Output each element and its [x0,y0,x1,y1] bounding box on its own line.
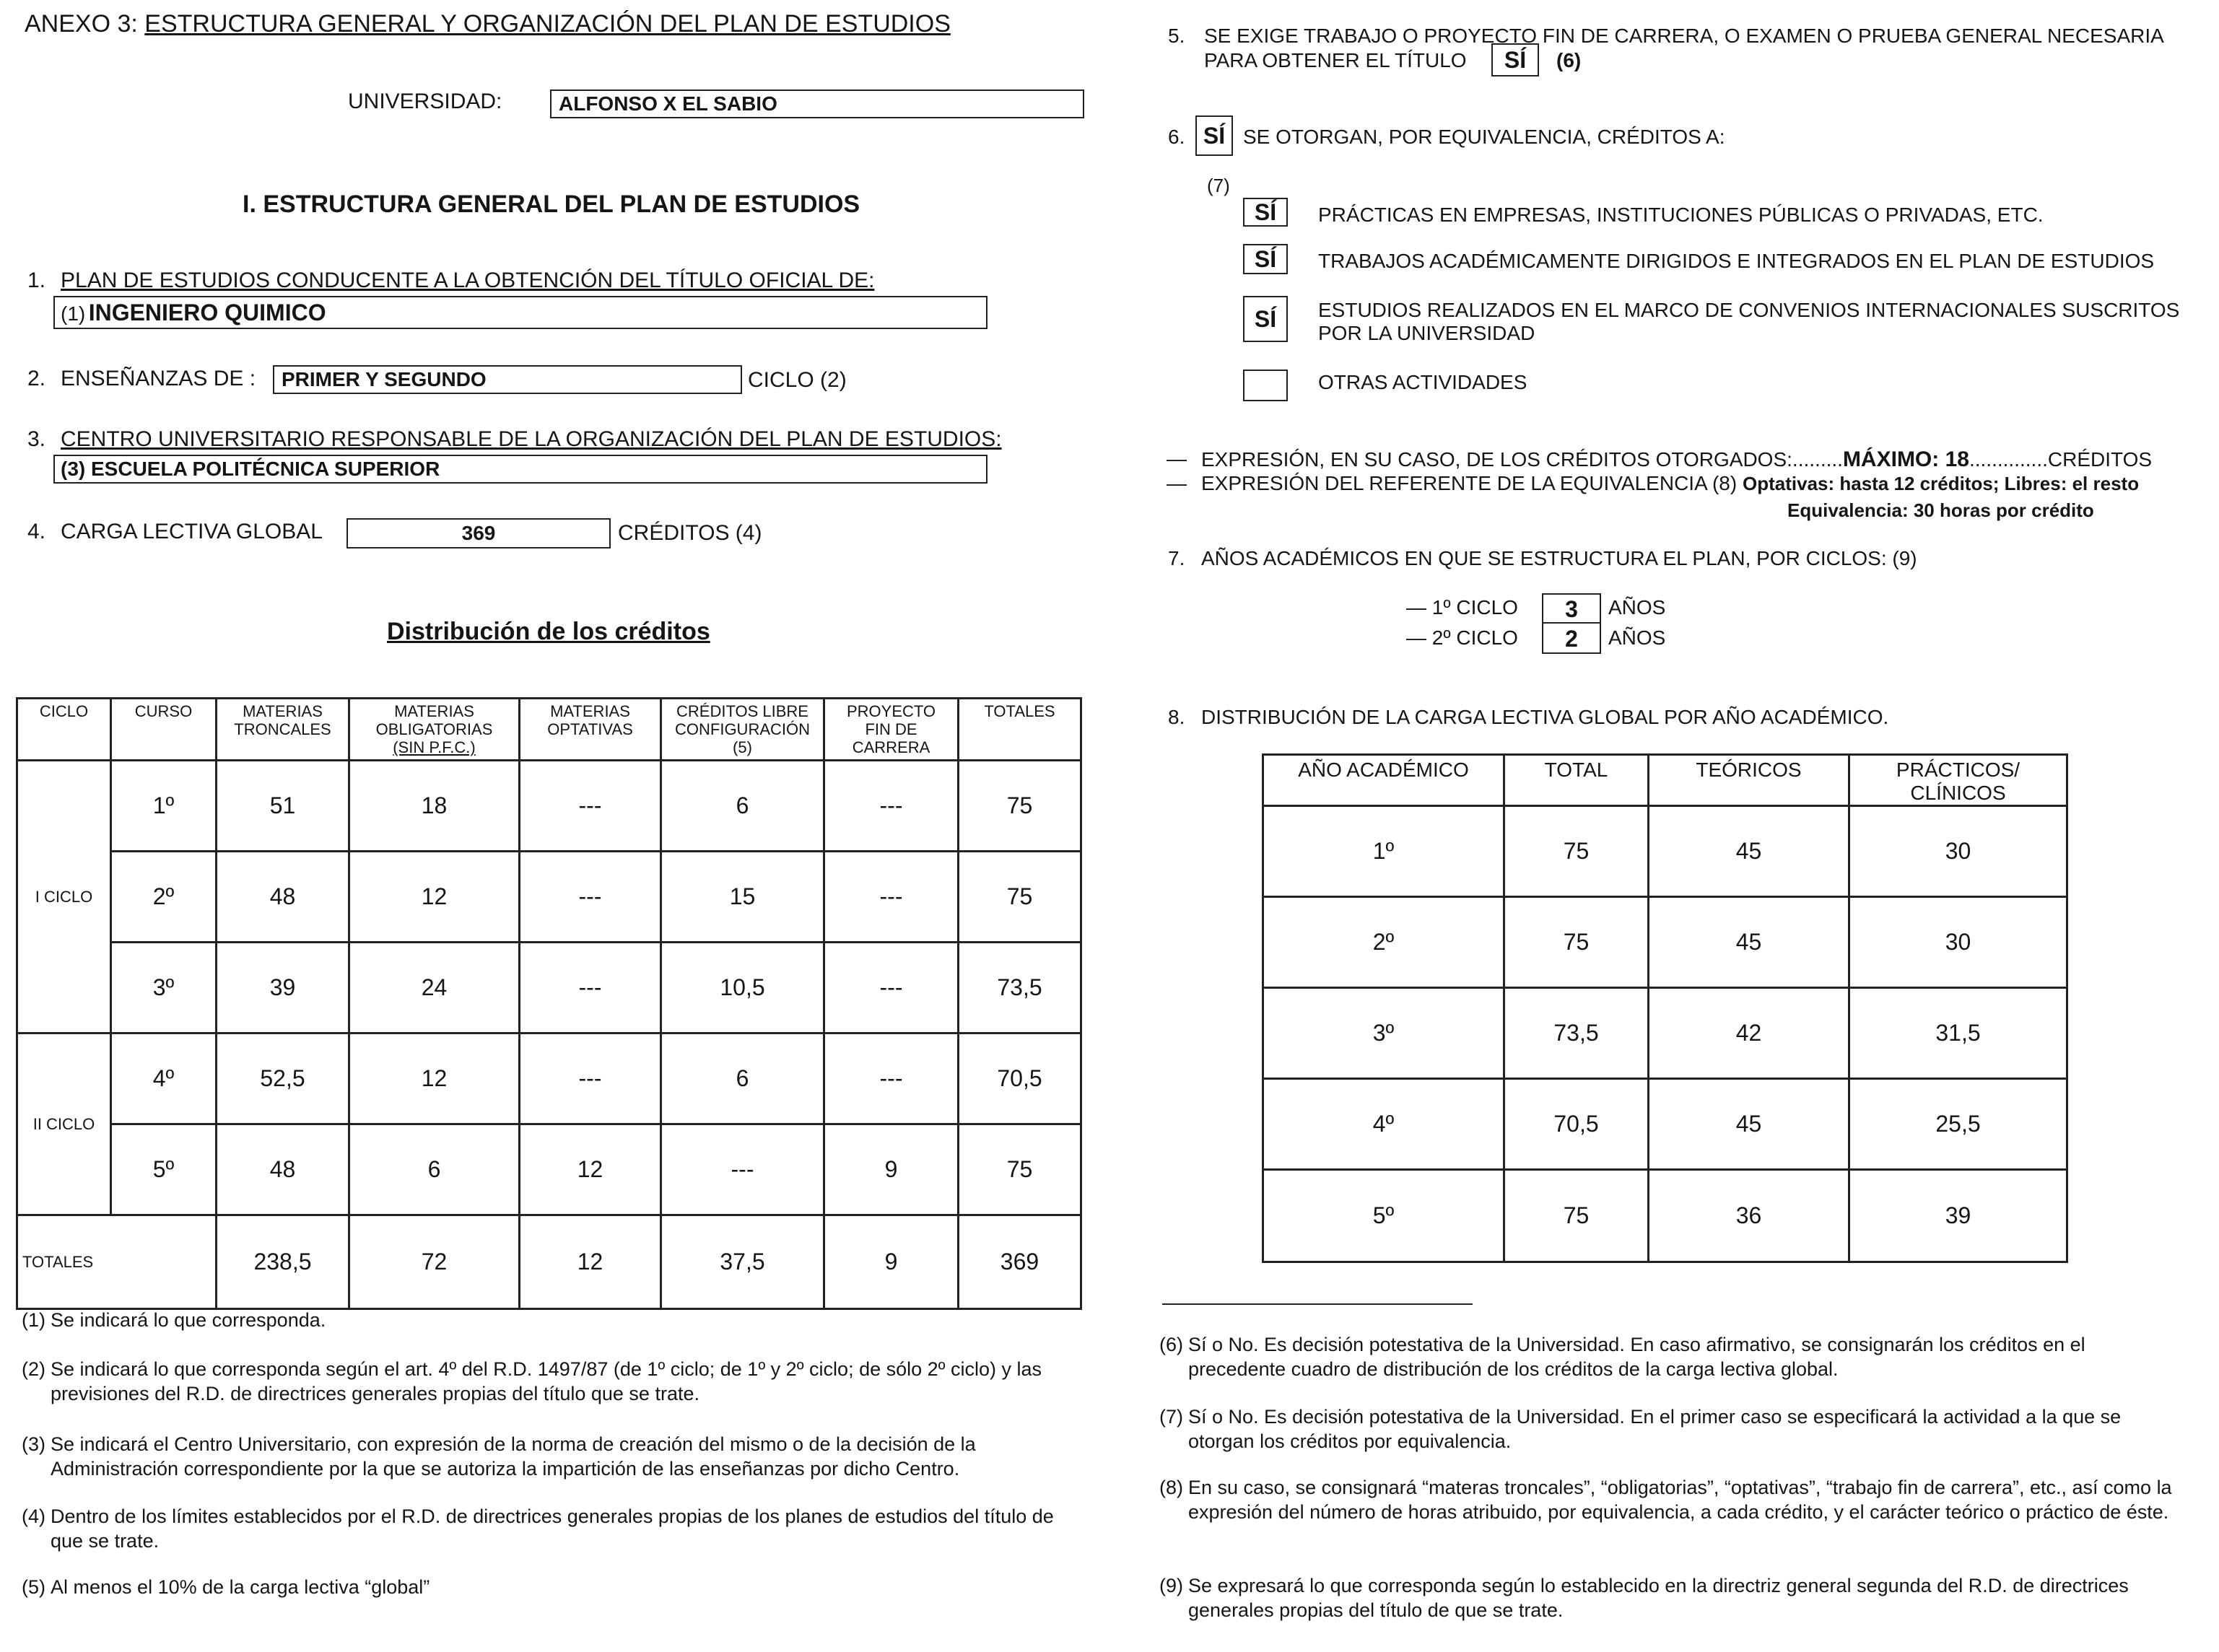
item4-number: 4. [27,520,46,543]
obligatorias-cell: 18 [349,761,520,852]
table-row [17,1033,1081,1124]
table-row [17,1124,1081,1215]
header-proyecto: PROYECTO FIN DE CARRERA [824,699,959,761]
curso-cell: 4º [111,1033,217,1124]
footnote-4: (4) Dentro de los límites establecidos por el R.D. de directrices generales propias de los planes de estudios del título de que se trate. [22,1505,1054,1552]
item2-suffix: CICLO (2) [748,368,847,392]
table-row [1263,988,2067,1079]
item1-number: 1. [27,268,46,292]
expresion-creditos: EXPRESIÓN, EN SU CASO, DE LOS CRÉDITOS OTORGADOS:.........MÁXIMO: 18..............CRÉDITOS [1201,447,2153,471]
practicos-cell: 30 [1849,806,2067,897]
dash-icon: — [1167,472,1187,494]
year-cell: 2º [1263,897,1504,988]
total-cell: 75 [959,1124,1081,1215]
anexo-label: ANEXO 3: [25,10,138,38]
year-cell: 5º [1263,1170,1504,1262]
ciclo2-years-unit: AÑOS [1608,626,1666,649]
obligatorias-cell: 72 [349,1215,520,1309]
troncales-cell: 39 [217,943,349,1033]
option-trabajos-check: SÍ [1243,244,1288,274]
libre-cell: 6 [661,761,824,852]
item5-ref: (6) [1556,49,1582,71]
header-libre: CRÉDITOS LIBRE CONFIGURACIÓN (5) [661,699,824,761]
total-cell: 70,5 [1504,1079,1649,1170]
item6-label: SE OTORGAN, POR EQUIVALENCIA, CRÉDITOS A: [1243,126,1725,148]
total-cell: 75 [1504,897,1649,988]
anexo-heading [25,10,951,38]
teoricos-cell: 45 [1649,806,1849,897]
optativas-cell: --- [520,1033,661,1124]
option-otras-check [1243,370,1288,401]
practicos-cell: 30 [1849,897,2067,988]
total-cell: 75 [1504,1170,1649,1262]
troncales-cell: 51 [217,761,349,852]
curso-cell: 1º [111,761,217,852]
teoricos-cell: 45 [1649,897,1849,988]
optativas-cell: --- [520,761,661,852]
ciclo2-cell: II CICLO [17,1033,111,1215]
titulo-value: INGENIERO QUIMICO [88,300,326,325]
troncales-cell: 52,5 [217,1033,349,1124]
libre-cell: 6 [661,1033,824,1124]
item8-number: 8. [1168,706,1185,728]
total-cell: 369 [959,1215,1081,1309]
proyecto-cell: --- [824,943,959,1033]
footnote-divider [1162,1303,1473,1305]
titulo-field [53,296,988,329]
total-cell: 70,5 [959,1033,1081,1124]
footnote-5: (5) Al menos el 10% de la carga lectiva “global” [22,1576,430,1598]
header-curso: CURSO [111,699,217,761]
optativas-cell: 12 [520,1124,661,1215]
titulo-ref: (1) [61,302,86,325]
footnote-6: (6) Sí o No. Es decisión potestativa de la Universidad. En caso afirmativo, se consignarán los créditos en el precedente cuadro de distribución de los créditos de la carga lectiva global. [1159,1334,2085,1380]
item2-number: 2. [27,367,46,390]
footnote-8: (8) En su caso, se consignará “materas troncales”, “obligatorias”, “optativas”, “trabajo fin de carrera”, etc., así como la expresión del número de horas atribuido, por equivalencia, a cada crédito, y el carácter teórico o práctico de éste. [1159,1477,2172,1523]
centro-field: (3) ESCUELA POLITÉCNICA SUPERIOR [53,455,988,484]
item7-label: AÑOS ACADÉMICOS EN QUE SE ESTRUCTURA EL PLAN, POR CICLOS: (9) [1201,547,1917,569]
troncales-cell: 48 [217,852,349,943]
teoricos-cell: 45 [1649,1079,1849,1170]
header-teoricos: TEÓRICOS [1649,755,1849,806]
proyecto-cell: --- [824,1033,959,1124]
obligatorias-cell: 6 [349,1124,520,1215]
item3-label: CENTRO UNIVERSITARIO RESPONSABLE DE LA ORGANIZACIÓN DEL PLAN DE ESTUDIOS: [61,427,1002,451]
proyecto-cell: 9 [824,1124,959,1215]
proyecto-cell: 9 [824,1215,959,1309]
year-cell: 4º [1263,1079,1504,1170]
footnote-2: (2) Se indicará lo que corresponda según el art. 4º del R.D. 1497/87 (de 1º ciclo; de 1º y 2º ciclo; de sólo 2º ciclo) y las previsiones del R.D. de directrices generales propias del título que se trate. [22,1358,1042,1404]
option-trabajos-label: TRABAJOS ACADÉMICAMENTE DIRIGIDOS E INTEGRADOS EN EL PLAN DE ESTUDIOS [1318,250,2155,272]
teoricos-cell: 36 [1649,1170,1849,1262]
credits-table [16,697,1082,1310]
item8-label: DISTRIBUCIÓN DE LA CARGA LECTIVA GLOBAL POR AÑO ACADÉMICO. [1201,706,1889,728]
header-optativas: MATERIAS OPTATIVAS [520,699,661,761]
table-row [17,852,1081,943]
option-estudios-check: SÍ [1243,296,1288,342]
header-ano: AÑO ACADÉMICO [1263,755,1504,806]
table-row [17,761,1081,852]
totals-label: TOTALES [17,1215,217,1309]
curso-cell: 5º [111,1124,217,1215]
year-table [1262,753,2068,1263]
item3-number: 3. [27,427,46,451]
obligatorias-cell: 12 [349,1033,520,1124]
curso-cell: 3º [111,943,217,1033]
practicos-cell: 31,5 [1849,988,2067,1079]
ciclo1-cell: I CICLO [17,761,111,1033]
ciclo2-years-label: — 2º CICLO [1406,626,1518,649]
item6-number: 6. [1168,126,1185,148]
ciclo1-years-unit: AÑOS [1608,596,1666,619]
credits-header-row [17,699,1081,761]
proyecto-si-box: SÍ [1491,43,1539,77]
header-totales: TOTALES [959,699,1081,761]
year-cell: 1º [1263,806,1504,897]
proyecto-cell: --- [824,852,959,943]
dash-icon: — [1167,447,1187,470]
troncales-cell: 48 [217,1124,349,1215]
section-title: I. ESTRUCTURA GENERAL DEL PLAN DE ESTUDIOS [243,191,860,218]
header-troncales: MATERIAS TRONCALES [217,699,349,761]
footnote-9: (9) Se expresará lo que corresponda según lo establecido en la directriz general segunda del R.D. de directrices generales propias del título de que se trate. [1159,1575,2129,1621]
libre-cell: 37,5 [661,1215,824,1309]
option-otras-label: OTRAS ACTIVIDADES [1318,371,1527,393]
obligatorias-cell: 12 [349,852,520,943]
libre-cell: --- [661,1124,824,1215]
distribucion-title: Distribución de los créditos [387,618,710,645]
table-row [1263,1170,2067,1262]
footnote-1: (1) Se indicará lo que corresponda. [22,1309,326,1331]
practicos-cell: 39 [1849,1170,2067,1262]
expresion-referente-line2: Equivalencia: 30 horas por crédito [1787,499,2094,521]
optativas-cell: --- [520,852,661,943]
ensenanzas-field: PRIMER Y SEGUNDO [273,365,742,394]
table-row [1263,897,2067,988]
anexo-title: ESTRUCTURA GENERAL Y ORGANIZACIÓN DEL PLAN DE ESTUDIOS [144,10,951,38]
option-estudios-line1: ESTUDIOS REALIZADOS EN EL MARCO DE CONVENIOS INTERNACIONALES SUSCRITOS [1318,299,2180,321]
optativas-cell: --- [520,943,661,1033]
equivalencia-si-box: SÍ [1195,115,1233,156]
year-header-row [1263,755,2067,806]
total-cell: 73,5 [959,943,1081,1033]
header-ciclo: CICLO [17,699,111,761]
total-cell: 75 [1504,806,1649,897]
teoricos-cell: 42 [1649,988,1849,1079]
expresion-referente: EXPRESIÓN DEL REFERENTE DE LA EQUIVALENCIA (8) Optativas: hasta 12 créditos; Libres: el resto [1201,472,2140,494]
practicos-cell: 25,5 [1849,1079,2067,1170]
universidad-field: ALFONSO X EL SABIO [550,89,1084,118]
item1-label: PLAN DE ESTUDIOS CONDUCENTE A LA OBTENCIÓN DEL TÍTULO OFICIAL DE: [61,268,875,292]
libre-cell: 15 [661,852,824,943]
total-cell: 75 [959,761,1081,852]
year-cell: 3º [1263,988,1504,1079]
total-cell: 73,5 [1504,988,1649,1079]
optativas-cell: 12 [520,1215,661,1309]
footnote-7: (7) Sí o No. Es decisión potestativa de la Universidad. En el primer caso se especificará la actividad a la que se otorgan los créditos por equivalencia. [1159,1406,2122,1452]
header-total: TOTAL [1504,755,1649,806]
item6-ref: (7) [1207,175,1230,196]
table-row [1263,806,2067,897]
item4-label: CARGA LECTIVA GLOBAL [61,520,323,543]
table-row [17,943,1081,1033]
proyecto-cell: --- [824,761,959,852]
item5-line2: PARA OBTENER EL TÍTULO [1204,49,1467,71]
header-obligatorias: MATERIAS OBLIGATORIAS (SIN P.F.C.) [349,699,520,761]
ciclo1-years-box: 3 [1542,593,1601,624]
libre-cell: 10,5 [661,943,824,1033]
totals-row [17,1215,1081,1309]
ciclo1-years-label: — 1º CICLO [1406,596,1518,619]
ciclo2-years-box: 2 [1542,622,1601,654]
footnote-3: (3) Se indicará el Centro Universitario, con expresión de la norma de creación del mismo o de la decisión de la Administración correspondiente por la que se autoriza la impartición de las enseñanzas por dicho Centro. [22,1433,976,1480]
option-practicas-label: PRÁCTICAS EN EMPRESAS, INSTITUCIONES PÚBLICAS O PRIVADAS, ETC. [1318,204,2044,226]
total-cell: 75 [959,852,1081,943]
obligatorias-cell: 24 [349,943,520,1033]
curso-cell: 2º [111,852,217,943]
option-estudios-line2: POR LA UNIVERSIDAD [1318,322,1535,344]
item5-line1: SE EXIGE TRABAJO O PROYECTO FIN DE CARRERA, O EXAMEN O PRUEBA GENERAL NECESARIA [1204,25,2164,47]
header-practicos: PRÁCTICOS/ CLÍNICOS [1849,755,2067,806]
universidad-label: UNIVERSIDAD: [348,89,502,113]
item7-number: 7. [1168,547,1185,569]
table-row [1263,1079,2067,1170]
item4-suffix: CRÉDITOS (4) [618,521,762,545]
option-practicas-check: SÍ [1243,198,1288,227]
item2-label: ENSEÑANZAS DE : [61,367,256,390]
item5-number: 5. [1168,25,1185,47]
carga-field: 369 [346,518,611,549]
troncales-cell: 238,5 [217,1215,349,1309]
